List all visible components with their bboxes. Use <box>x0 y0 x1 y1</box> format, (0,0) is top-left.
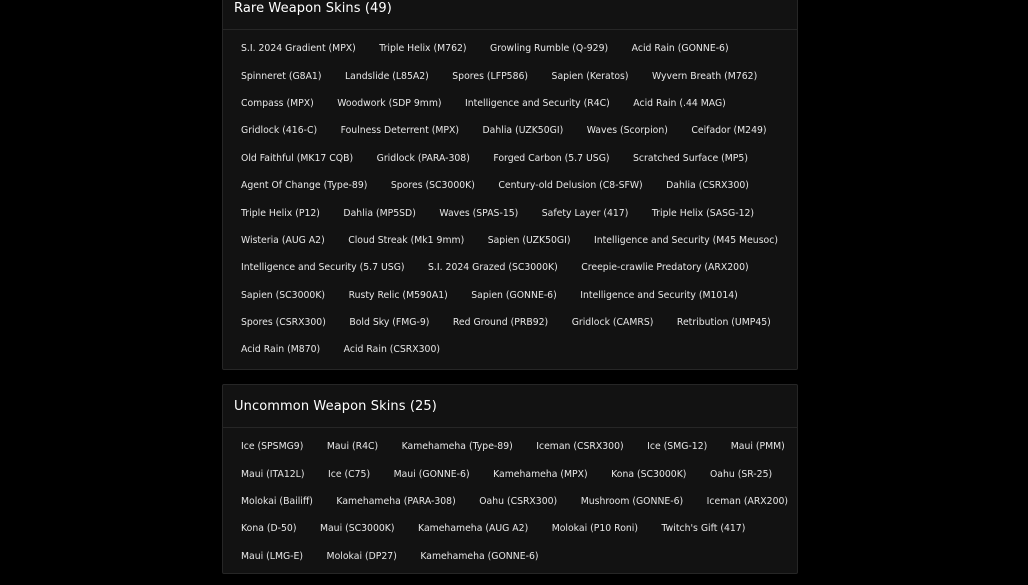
uncommon-skin-row <box>229 515 791 542</box>
rare-skin-item[interactable]: Sapien (UZK50GI) <box>487 234 571 246</box>
uncommon-skin-row <box>229 433 791 460</box>
rare-skin-row <box>229 35 791 62</box>
rare-skin-item[interactable]: Ceifador (M249) <box>691 125 767 137</box>
rare-skin-item[interactable]: Triple Helix (M762) <box>379 43 467 55</box>
rare-skin-item[interactable]: Waves (SPAS-15) <box>439 207 519 219</box>
rare-skin-item[interactable]: Sapien (GONNE-6) <box>471 289 557 301</box>
uncommon-skin-item[interactable]: Molokai (P10 Roni) <box>551 523 638 535</box>
rare-skin-row <box>229 336 791 363</box>
uncommon-skin-item[interactable]: Maui (SC3000K) <box>319 523 395 535</box>
uncommon-skin-item[interactable]: Maui (ITA12L) <box>241 468 305 480</box>
rare-skin-item[interactable]: Gridlock (PARA-308) <box>376 152 470 164</box>
rare-skin-item[interactable]: Sapien (Keratos) <box>551 70 629 82</box>
rare-skin-row <box>229 227 791 254</box>
rare-skin-item[interactable]: Spinneret (G8A1) <box>241 70 322 82</box>
rare-skin-item[interactable]: Spores (SC3000K) <box>390 180 475 192</box>
uncommon-skin-item[interactable]: Iceman (CSRX300) <box>536 441 624 453</box>
rare-skin-row <box>229 282 791 309</box>
rare-skin-item[interactable]: Spores (LFP586) <box>452 70 529 82</box>
uncommon-skins-panel <box>222 384 798 574</box>
rare-skin-item[interactable]: Acid Rain (M870) <box>241 344 321 356</box>
rare-skin-item[interactable]: Sapien (SC3000K) <box>241 289 326 301</box>
rare-skin-item[interactable]: Intelligence and Security (5.7 USG) <box>241 262 405 274</box>
rare-skin-item[interactable]: Growling Rumble (Q-929) <box>490 43 609 55</box>
rare-skin-item[interactable]: Triple Helix (SASG-12) <box>651 207 755 219</box>
rare-skin-item[interactable]: Cloud Streak (Mk1 9mm) <box>348 234 465 246</box>
rare-skin-row <box>229 90 791 117</box>
uncommon-skin-item[interactable]: Iceman (ARX200) <box>706 495 789 507</box>
rare-skin-item[interactable]: Forged Carbon (5.7 USG) <box>493 152 610 164</box>
rare-skin-item[interactable]: Acid Rain (.44 MAG) <box>633 97 726 109</box>
rare-skin-item[interactable]: Retribution (UMP45) <box>676 317 771 329</box>
rare-skin-item[interactable]: Old Faithful (MK17 CQB) <box>241 152 354 164</box>
rare-skins-header <box>223 0 797 30</box>
uncommon-skins-list <box>223 428 797 570</box>
rare-skin-item[interactable]: Gridlock (416-C) <box>241 125 318 137</box>
uncommon-skin-item[interactable]: Kamehameha (Type-89) <box>401 441 513 453</box>
uncommon-skin-item[interactable]: Ice (SPSMG9) <box>241 441 304 453</box>
rare-skin-item[interactable]: Creepie-crawlie Predatory (ARX200) <box>581 262 749 274</box>
uncommon-skin-item[interactable]: Oahu (SR-25) <box>709 468 773 480</box>
rare-skin-item[interactable]: Spores (CSRX300) <box>241 317 326 329</box>
rare-skins-title: Rare Weapon Skins (49) <box>234 0 392 16</box>
uncommon-skin-row <box>229 488 791 515</box>
uncommon-skin-item[interactable]: Ice (SMG-12) <box>647 441 708 453</box>
rare-skin-item[interactable]: S.I. 2024 Gradient (MPX) <box>241 43 356 55</box>
rare-skin-item[interactable]: Dahlia (CSRX300) <box>666 180 749 192</box>
rare-skin-item[interactable]: Scratched Surface (MP5) <box>633 152 748 164</box>
rare-skin-row <box>229 117 791 144</box>
uncommon-skin-row <box>229 460 791 487</box>
uncommon-skin-item[interactable]: Kamehameha (PARA-308) <box>336 495 456 507</box>
rare-skin-item[interactable]: Century-old Delusion (C8-SFW) <box>498 180 643 192</box>
uncommon-skin-item[interactable]: Ice (C75) <box>327 468 371 480</box>
rare-skins-list <box>223 30 797 364</box>
uncommon-skin-item[interactable]: Kamehameha (GONNE-6) <box>420 550 539 562</box>
rare-skin-item[interactable]: Dahlia (UZK50GI) <box>482 125 564 137</box>
rare-skin-row <box>229 254 791 281</box>
uncommon-skins-header <box>223 385 797 428</box>
rare-skin-item[interactable]: Gridlock (CAMRS) <box>571 317 654 329</box>
rare-skin-item[interactable]: S.I. 2024 Grazed (SC3000K) <box>428 262 558 274</box>
uncommon-skin-item[interactable]: Molokai (DP27) <box>326 550 397 562</box>
rare-skin-item[interactable]: Acid Rain (GONNE-6) <box>631 43 729 55</box>
uncommon-skin-item[interactable]: Kona (SC3000K) <box>611 468 687 480</box>
uncommon-skin-item[interactable]: Kona (D-50) <box>241 523 297 535</box>
rare-skin-item[interactable]: Bold Sky (FMG-9) <box>349 317 430 329</box>
rare-skin-row <box>229 172 791 199</box>
rare-skin-item[interactable]: Wisteria (AUG A2) <box>241 234 325 246</box>
rare-skin-item[interactable]: Intelligence and Security (R4C) <box>465 97 610 109</box>
uncommon-skin-item[interactable]: Mushroom (GONNE-6) <box>580 495 684 507</box>
rare-skin-row <box>229 145 791 172</box>
rare-skin-item[interactable]: Safety Layer (417) <box>541 207 629 219</box>
rare-skin-item[interactable]: Landslide (L85A2) <box>344 70 429 82</box>
rare-skin-item[interactable]: Waves (Scorpion) <box>586 125 668 137</box>
rare-skin-item[interactable]: Dahlia (MP5SD) <box>343 207 416 219</box>
rare-skin-item[interactable]: Red Ground (PRB92) <box>452 317 549 329</box>
rare-skin-row <box>229 199 791 226</box>
uncommon-skin-item[interactable]: Maui (GONNE-6) <box>393 468 470 480</box>
uncommon-skin-item[interactable]: Maui (LMG-E) <box>241 550 304 562</box>
uncommon-skin-item[interactable]: Kamehameha (MPX) <box>493 468 588 480</box>
rare-skin-item[interactable]: Rusty Relic (M590A1) <box>348 289 448 301</box>
rare-skin-item[interactable]: Acid Rain (CSRX300) <box>343 344 441 356</box>
rare-skin-item[interactable]: Wyvern Breath (M762) <box>652 70 758 82</box>
uncommon-skin-item[interactable]: Maui (R4C) <box>326 441 379 453</box>
rare-skin-item[interactable]: Agent Of Change (Type-89) <box>241 180 368 192</box>
rare-skin-item[interactable]: Triple Helix (P12) <box>241 207 320 219</box>
rare-skin-row <box>229 62 791 89</box>
uncommon-skins-title: Uncommon Weapon Skins (25) <box>234 398 437 414</box>
rare-skin-item[interactable]: Woodwork (SDP 9mm) <box>337 97 442 109</box>
uncommon-skin-row <box>229 543 791 570</box>
rare-skin-item[interactable]: Intelligence and Security (M45 Meusoc) <box>594 234 778 246</box>
rare-skin-item[interactable]: Foulness Deterrent (MPX) <box>340 125 459 137</box>
rare-skins-panel <box>222 0 798 370</box>
rare-skin-row <box>229 309 791 336</box>
rare-skin-item[interactable]: Compass (MPX) <box>241 97 314 109</box>
uncommon-skin-item[interactable]: Kamehameha (AUG A2) <box>418 523 529 535</box>
uncommon-skin-item[interactable]: Maui (PMM) <box>730 441 785 453</box>
uncommon-skin-item[interactable]: Twitch's Gift (417) <box>661 523 746 535</box>
uncommon-skin-item[interactable]: Molokai (Bailiff) <box>241 495 313 507</box>
rare-skin-item[interactable]: Intelligence and Security (M1014) <box>580 289 738 301</box>
uncommon-skin-item[interactable]: Oahu (CSRX300) <box>479 495 558 507</box>
